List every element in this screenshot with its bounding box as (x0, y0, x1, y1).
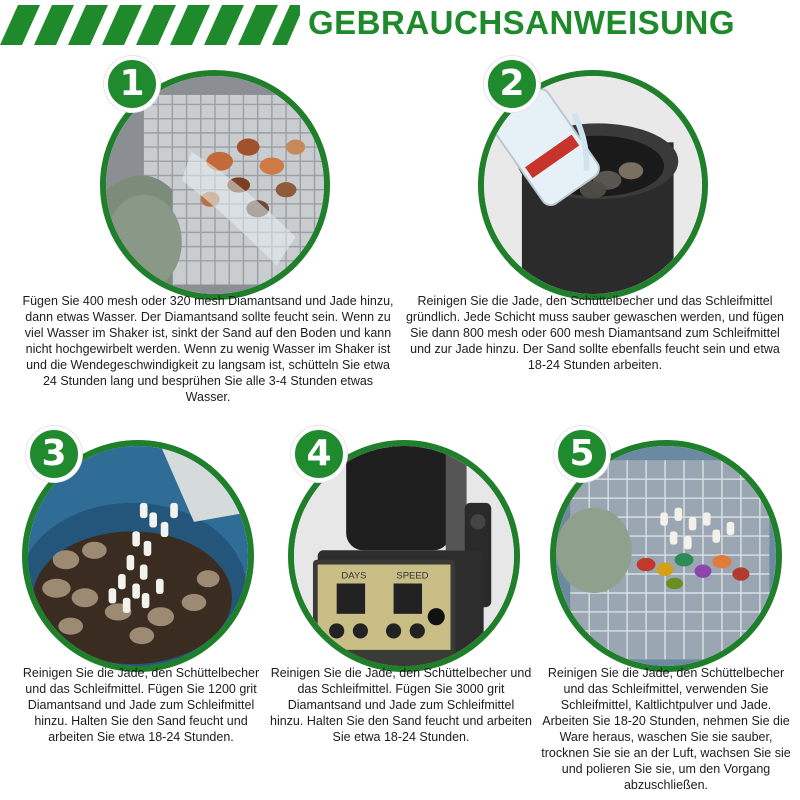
step-1-description: Fügen Sie 400 mesh oder 320 mesh Diamantsand und Jade hinzu, dann etwas Wasser. Der Diamantsand sollte feucht sein. Wenn zu viel Wasser im Shaker ist, sinkt der Sand auf den Boden und kann nicht hochgewirbelt werden. Wenn zu wenig Wasser im Shaker ist und die Wendegeschwindigkeit zu langsam ist, schütteln Sie etwa 24 Stunden lang und besprühen Sie alle 3-4 Stunden etwas Wasser. (22, 294, 394, 404)
step-4-description: Reinigen Sie die Jade, den Schüttelbecher und das Schleifmittel. Fügen Sie 3000 grit Diamantsand und Jade zum Schleifmittel hinzu. Halten Sie den Sand feucht und arbeiten Sie etwa 18-24 Stunden. (270, 666, 532, 744)
step-3-description: Reinigen Sie die Jade, den Schüttelbecher und das Schleifmittel. Fügen Sie 1200 grit Diamantsand und Jade zum Schleifmittel hinzu. Halten Sie den Sand feucht und arbeiten Sie etwa 18-24 Stunden. (22, 666, 260, 744)
header (0, 0, 800, 50)
days-label: DAYS (341, 570, 367, 582)
green-stripes-decoration (0, 5, 300, 45)
step-2-description: Reinigen Sie die Jade, den Schüttelbecher und das Schleifmittel gründlich. Jede Schicht muss sauber gewaschen werden, und fügen Sie dann 800 mesh oder 600 mesh Diamantsand zum Schleifmittel und zur Jade hinzu. Der Sand sollte ebenfalls feucht sein und etwa 18-24 Stunden arbeiten. (405, 294, 784, 372)
speed-label: SPEED (396, 570, 429, 582)
step-5-description: Reinigen Sie die Jade, den Schüttelbecher und das Schleifmittel, verwenden Sie Schleifmittel, Kaltlichtpulver und Jade. Arbeiten Sie 18-20 Stunden, nehmen Sie die Ware heraus, waschen Sie sie sauber, trocknen Sie sie an der Luft, wachsen Sie sie und polieren Sie sie, um den Vorgang abzuschließen. (541, 666, 791, 792)
step-2-number-badge: 2 (484, 56, 540, 112)
page-title: GEBRAUCHSANWEISUNG (308, 4, 736, 41)
step-3-number-badge: 3 (26, 426, 82, 482)
step-4-number-badge: 4 (291, 426, 347, 482)
step-5-number-badge: 5 (554, 426, 610, 482)
step-1-number-badge: 1 (104, 56, 160, 112)
